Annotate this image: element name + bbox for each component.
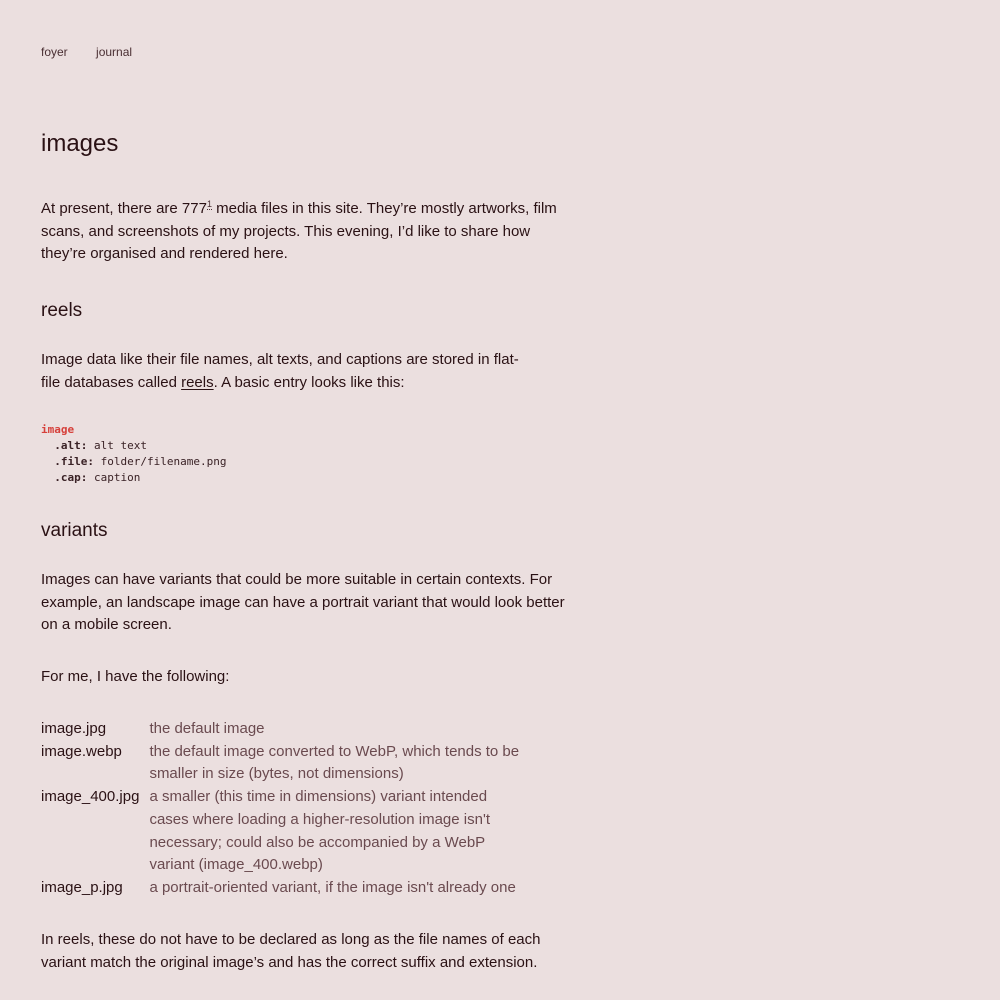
variant-desc: a portrait-oriented variant, if the image isn't already one [149, 878, 516, 896]
table-row [41, 786, 521, 877]
variants-table [41, 718, 521, 900]
intro-paragraph [41, 198, 561, 266]
variant-name: image_400.jpg [41, 788, 140, 806]
variants-paragraph-1: Images can have variants that could be more suitable in certain contexts. For example, an landscape image can have a portrait variant that would look better on a mobile screen. [41, 571, 565, 634]
table-row [41, 718, 521, 741]
variants-paragraph-3: In reels, these do not have to be declared as long as the file names of each variant match the original image’s and has the correct suffix and extension. [41, 931, 541, 971]
reels-heading: reels [41, 300, 83, 321]
footnote-link[interactable]: 1 [206, 199, 212, 209]
reels-paragraph [41, 349, 531, 394]
code-block [41, 422, 581, 486]
reels-text-before: Image data like their file names, alt texts, and captions are stored in flat-file databases called [41, 351, 519, 391]
intro-text-after: media files in this site. They’re mostly artworks, film scans, and screenshots of my projects. This evening, I’d like to share how they’re organised and rendered here. [41, 200, 557, 263]
intro-text-before: At present, there are 777 [41, 200, 207, 217]
nav-link-foyer[interactable]: foyer [41, 45, 68, 59]
code-key-cap: .cap: [54, 471, 88, 484]
reels-link[interactable]: reels [181, 373, 214, 391]
variants-paragraph-2: For me, I have the following: [41, 668, 230, 685]
variant-name: image.webp [41, 742, 122, 760]
variant-desc: the default image converted to WebP, which tends to be smaller in size (bytes, not dimensions) [149, 742, 520, 783]
reels-text-after: . A basic entry looks like this: [213, 373, 405, 391]
table-row [41, 741, 521, 786]
code-keyword: image [41, 423, 75, 436]
variant-name: image_p.jpg [41, 878, 123, 896]
code-key-alt: .alt: [54, 439, 88, 452]
variant-name: image.jpg [41, 720, 107, 737]
nav-link-journal[interactable]: journal [96, 45, 133, 59]
top-nav [41, 45, 157, 59]
variant-desc: the default image [149, 720, 265, 737]
page-title: images [41, 130, 119, 157]
code-value-cap: caption [87, 471, 141, 484]
variant-desc: a smaller (this time in dimensions) variant intended cases where loading a higher-resolution image isn't necessary; could also be accompanied by a WebP variant (image_400.webp) [149, 788, 490, 874]
code-value-file: folder/filename.png [94, 455, 227, 468]
variants-heading: variants [41, 520, 108, 541]
code-key-file: .file: [54, 455, 94, 468]
code-value-alt: alt text [87, 439, 147, 452]
table-row [41, 877, 521, 900]
